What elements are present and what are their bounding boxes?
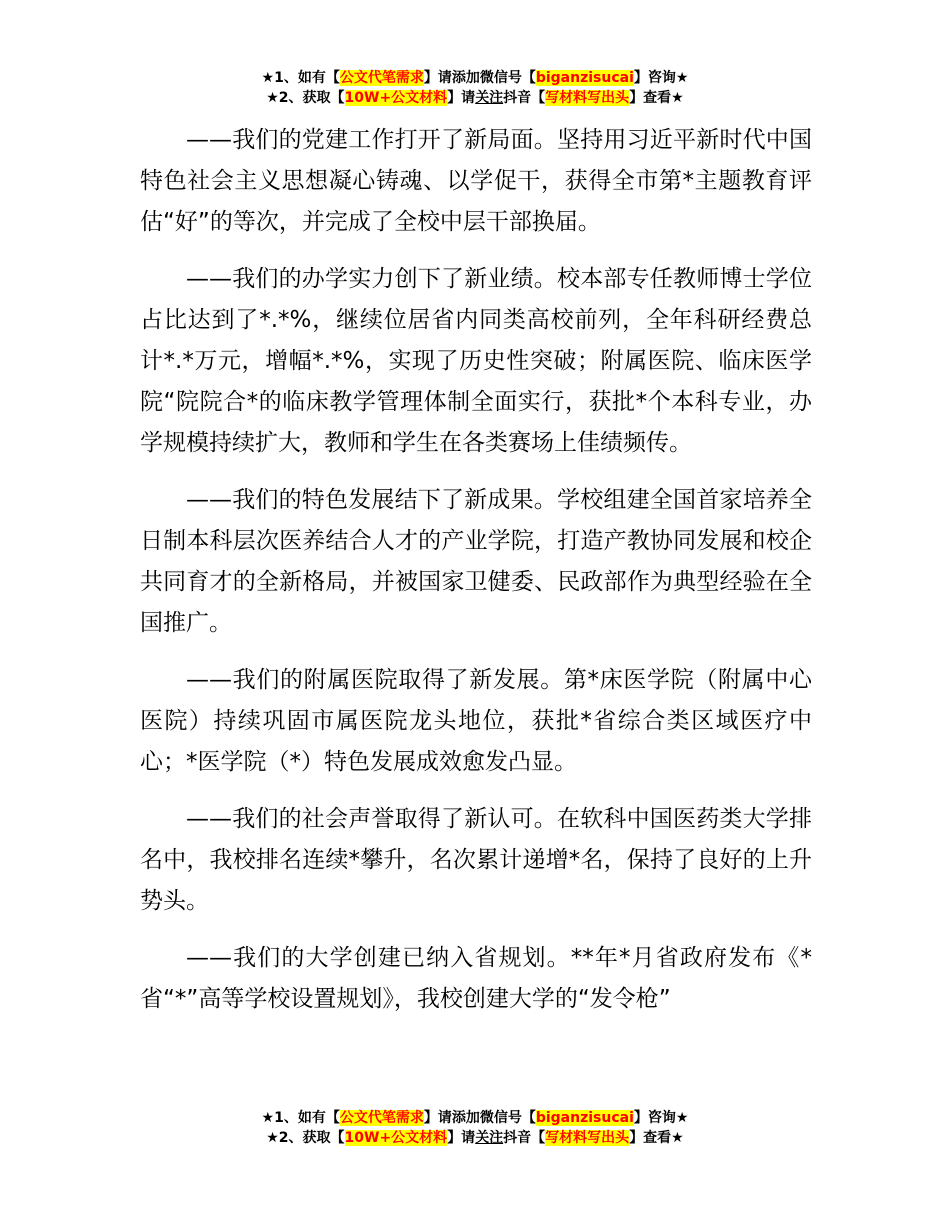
banner-wechat-id: biganzisucai bbox=[535, 70, 634, 86]
paragraph-social-reputation: ——我们的社会声誉取得了新认可。在软科中国医药类大学排名中，我校排名连续*攀升，名次累计递增*名，保持了良好的上升势头。 bbox=[140, 806, 812, 914]
banner-text: ★1、如有【 bbox=[261, 1110, 340, 1126]
banner-emphasis: 关注 bbox=[475, 90, 504, 106]
paragraph-affiliated-hospital: ——我们的附属医院取得了新发展。第*床医学院（附属中心医院）持续巩固市属医院龙头地位，获批*省综合类区域医疗中心；*医学院（*）特色发展成效愈发凸显。 bbox=[140, 667, 812, 775]
paragraph-university-plan: ——我们的大学创建已纳入省规划。**年*月省政府发布《*省“*”高等学校设置规划》，我校创建大学的“发令枪” bbox=[140, 945, 812, 1012]
banner-highlight: 公文代笔需求 bbox=[339, 70, 424, 86]
banner-line-2 bbox=[0, 88, 950, 108]
banner-text: 微信号【 bbox=[479, 70, 536, 86]
banner-highlight: 10W+公文材料 bbox=[344, 1130, 448, 1146]
banner-text: 】请 bbox=[447, 90, 476, 106]
banner-text: 】咨询★ bbox=[633, 1110, 689, 1126]
banner-highlight: 公文代笔需求 bbox=[339, 1110, 424, 1126]
banner-text: 抖音【 bbox=[503, 90, 546, 106]
banner-emphasis: 关注 bbox=[475, 1130, 504, 1146]
paragraph-characteristic-development: ——我们的特色发展结下了新成果。学校组建全国首家培养全日制本科层次医养结合人才的产业学院，打造产教协同发展和校企共同育才的全新格局，并被国家卫健委、民政部作为典型经验在全国推广。 bbox=[140, 487, 812, 636]
document-body bbox=[140, 120, 812, 1036]
banner-line-2 bbox=[0, 1128, 950, 1148]
banner-text: ★2、获取【 bbox=[266, 90, 345, 106]
banner-highlight: 10W+公文材料 bbox=[344, 90, 448, 106]
banner-line-1 bbox=[0, 68, 950, 88]
banner-line-1 bbox=[0, 1108, 950, 1128]
banner-text: 】查看★ bbox=[629, 1130, 684, 1146]
banner-douyin-name: 写材料写出头 bbox=[545, 90, 630, 106]
paragraph-school-strength: ——我们的办学实力创下了新业绩。校本部专任教师博士学位占比达到了*.*%，继续位居省内同类高校前列，全年科研经费总计*.*万元，增幅*.*%，实现了历史性突破；附属医院、临床医学院“院院合*的临床教学管理体制全面实行，获批*个本科专业，办学规模持续扩大，教师和学生在各类赛场上佳绩频传。 bbox=[140, 266, 812, 456]
banner-wechat-id: biganzisucai bbox=[535, 1110, 634, 1126]
header-banner bbox=[0, 68, 950, 108]
banner-text: 】查看★ bbox=[629, 90, 684, 106]
banner-text: 】咨询★ bbox=[633, 70, 689, 86]
banner-text: 】请 bbox=[423, 1110, 452, 1126]
banner-text: ★1、如有【 bbox=[261, 70, 340, 86]
footer-banner bbox=[0, 1108, 950, 1148]
banner-douyin-name: 写材料写出头 bbox=[545, 1130, 630, 1146]
banner-text: 微信号【 bbox=[479, 1110, 536, 1126]
banner-text: 】请 bbox=[423, 70, 452, 86]
banner-text: 抖音【 bbox=[503, 1130, 546, 1146]
paragraph-party-building: ——我们的党建工作打开了新局面。坚持用习近平新时代中国特色社会主义思想凝心铸魂、以学促干，获得全市第*主题教育评估“好”的等次，并完成了全校中层干部换届。 bbox=[140, 127, 812, 235]
banner-emphasis: 添加 bbox=[451, 70, 480, 86]
banner-text: 】请 bbox=[447, 1130, 476, 1146]
banner-emphasis: 添加 bbox=[451, 1110, 480, 1126]
banner-text: ★2、获取【 bbox=[266, 1130, 345, 1146]
